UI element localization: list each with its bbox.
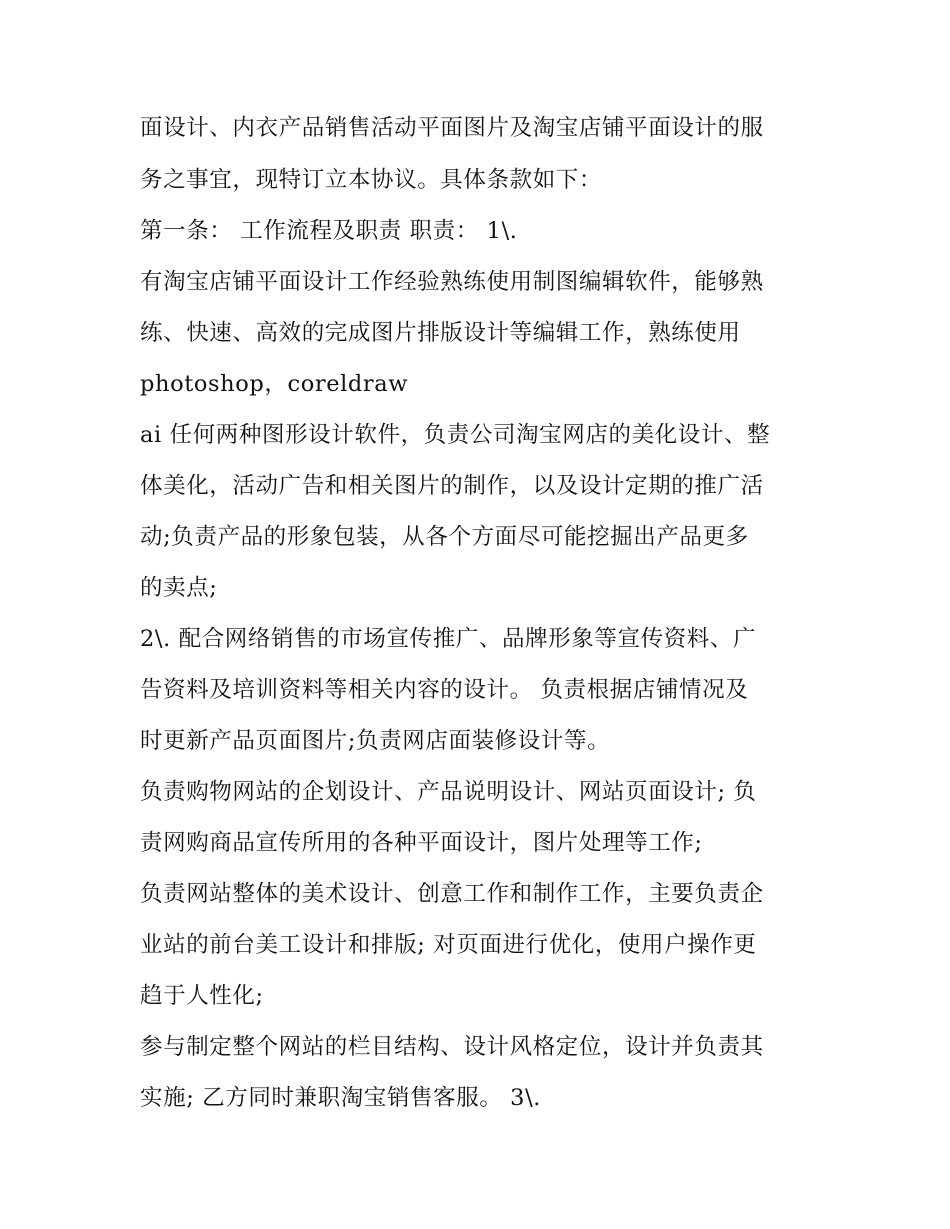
text-line: 参与制定整个网站的栏目结构、设计风格定位，设计并负责其 — [140, 1034, 764, 1060]
text-line: 练、快速、高效的完成图片排版设计等编辑工作，熟练使用 — [140, 320, 741, 346]
text-line: 务之事宜，现特订立本协议。具体条款如下： — [140, 167, 603, 193]
text-line: 第一条： 工作流程及职责 职责： 1\. — [140, 218, 518, 244]
text-line: 趋于人性化; — [140, 983, 264, 1009]
text-line: 告资料及培训资料等相关内容的设计。 负责根据店铺情况及 — [140, 677, 749, 703]
text-line: 负责购物网站的企划设计、产品说明设计、网站页面设计; 负 — [140, 779, 757, 805]
text-line: 负责网站整体的美术设计、创意工作和制作工作，主要负责企 — [140, 881, 764, 907]
text-line: 时更新产品页面图片;负责网店面装修设计等。 — [140, 728, 611, 754]
text-line: ai 任何两种图形设计软件，负责公司淘宝网店的美化设计、整 — [140, 422, 771, 448]
text-line: 2\. 配合网络销售的市场宣传推广、品牌形象等宣传资料、广 — [140, 626, 757, 652]
text-line: photoshop，coreldraw — [140, 371, 409, 397]
text-line: 动;负责产品的形象包装，从各个方面尽可能挖掘出产品更多 — [140, 524, 749, 550]
text-line: 的卖点; — [140, 575, 218, 601]
text-line: 有淘宝店铺平面设计工作经验熟练使用制图编辑软件，能够熟 — [140, 269, 764, 295]
text-line: 责网购商品宣传所用的各种平面设计，图片处理等工作; — [140, 830, 703, 856]
text-line: 体美化，活动广告和相关图片的制作，以及设计定期的推广活 — [140, 473, 764, 499]
text-line: 实施; 乙方同时兼职淘宝销售客服。 3\. — [140, 1085, 542, 1111]
text-line: 业站的前台美工设计和排版; 对页面进行优化，使用户操作更 — [140, 932, 757, 958]
text-line: 面设计、内衣产品销售活动平面图片及淘宝店铺平面设计的服 — [140, 115, 764, 141]
